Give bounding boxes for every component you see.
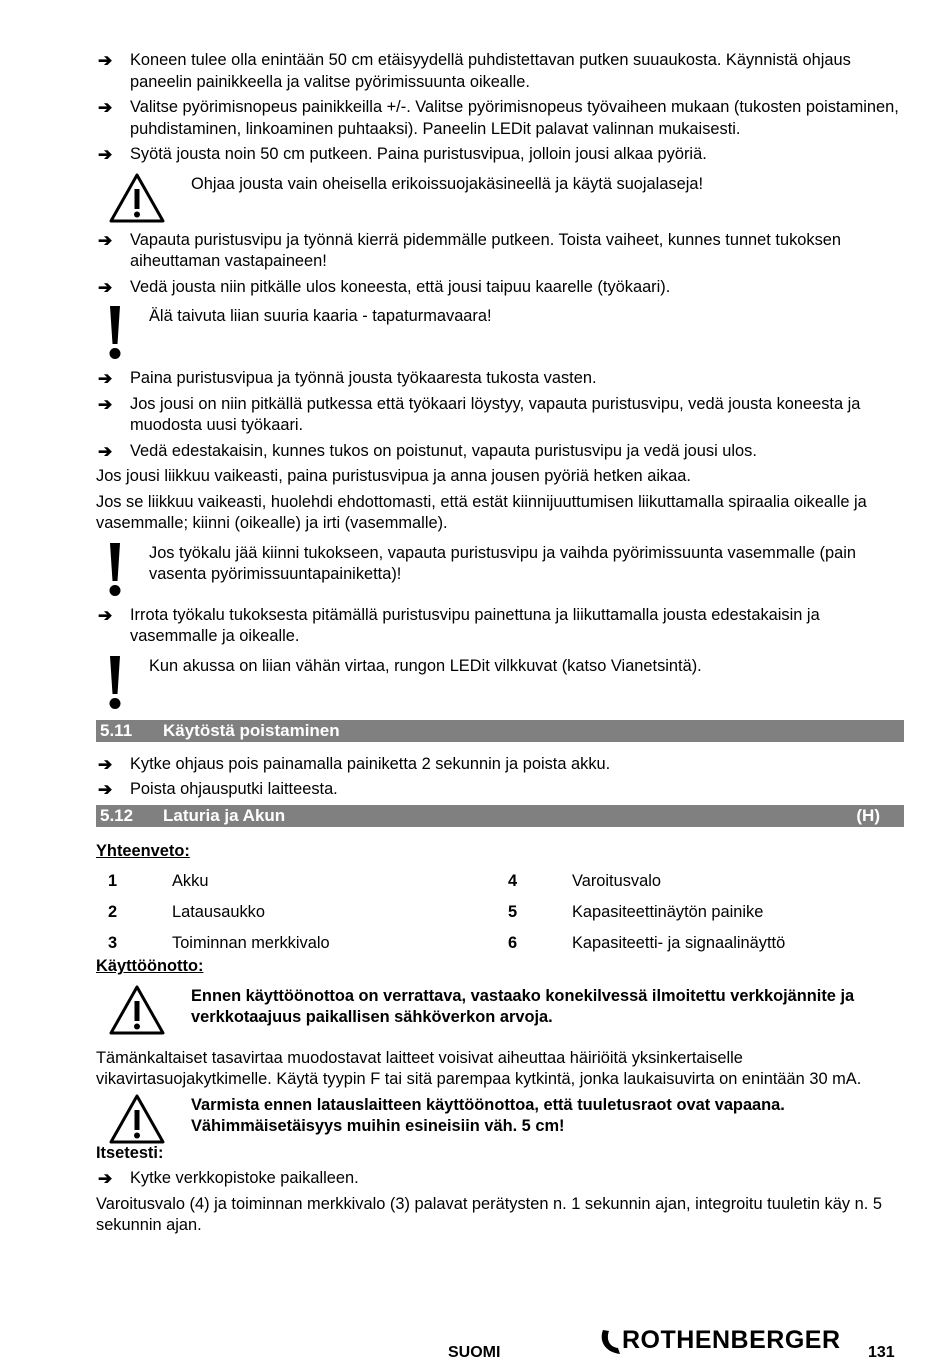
warning-text: Varmista ennen latauslaitteen käyttöönottoa, että tuuletusraot ovat vapaana. Vähimmäisetäisyys muihin esineisiin väh. 5 cm! (191, 1095, 785, 1135)
paragraph: Tämänkaltaiset tasavirtaa muodostavat laitteet voisivat aiheuttaa häiriöitä yksinkertaiselle vikavirtasuojakytkimelle. Käytä tyypin F tai sitä parempaa kytkintä, jonka laukaisuvirta on enintään 30 mA. (96, 1048, 862, 1088)
warning-triangle-icon (108, 984, 166, 1036)
legend-label: Kapasiteetti- ja signaalinäyttö (572, 934, 786, 952)
caution-block (96, 306, 904, 362)
warning-text: Ennen käyttöönottoa on verrattava, vastaako konekilvessä ilmoitettu verkkojännite ja verkkotaajuus paikallisen sähköverkon arvoja. (191, 986, 855, 1026)
page-content (96, 50, 904, 1241)
warning-block (96, 986, 904, 1042)
warning-triangle-icon (108, 1093, 166, 1145)
step-item: ➔ Poista ohjausputki laitteesta. (98, 780, 338, 799)
section-figure-ref: (H) (856, 805, 880, 825)
arrow-right-icon: ➔ (98, 780, 113, 799)
caution-text: Kun akussa on liian vähän virtaa, rungon LEDit vilkkuvat (katso Vianetsintä). (149, 656, 702, 675)
page-number: 131 (868, 1344, 895, 1361)
arrow-right-icon: ➔ (98, 51, 113, 70)
paragraph: Jos se liikkuu vaikeasti, huolehdi ehdottomasti, että estät kiinnijuuttumisen liikuttamalla spiraalia oikealle ja vasemmalle; kiinni (oikealle) ja irti (vasemmalle). (96, 492, 867, 532)
legend-label: Toiminnan merkkivalo (172, 934, 330, 952)
arrow-right-icon: ➔ (98, 369, 113, 388)
legend-number: 5 (508, 903, 518, 921)
arrow-right-icon: ➔ (98, 145, 113, 164)
step-item: ➔ Kytke verkkopistoke paikalleen. (98, 1169, 359, 1188)
warning-block (96, 174, 904, 224)
legend-number: 6 (508, 934, 518, 952)
section-number: 5.12 (100, 805, 134, 825)
step-item: ➔ Valitse pyörimisnopeus painikkeilla +/-. Valitse pyörimisnopeus työvaiheen mukaan (tukosten poistaminen, puhdistaminen, linkoaminen puhtaaksi). Paneelin LEDit palavat valinnan mukaisesti. (98, 98, 899, 138)
paragraph: Varoitusvalo (4) ja toiminnan merkkivalo (3) palavat perätysten n. 1 sekunnin ajan, integroitu tuuletin käy n. 5 sekunnin ajan. (96, 1194, 882, 1234)
section-title: Käytöstä poistaminen (163, 720, 340, 740)
exclamation-icon (108, 306, 122, 360)
section-heading-5-11 (96, 720, 904, 742)
legend-number: 4 (508, 872, 518, 890)
warning-text: Ohjaa jousta vain oheisella erikoissuojakäsineellä ja käytä suojalaseja! (191, 174, 704, 193)
step-item: ➔ Vedä edestakaisin, kunnes tukos on poistunut, vapauta puristusvipu ja vedä jousi ulos. (98, 441, 757, 461)
legend-label: Kapasiteettinäytön painike (572, 903, 764, 921)
caution-block (96, 656, 904, 712)
arrow-right-icon: ➔ (98, 277, 113, 297)
warning-triangle-icon (108, 172, 166, 224)
arrow-right-icon: ➔ (98, 98, 113, 117)
legend-number: 2 (108, 903, 118, 921)
step-item: ➔ Koneen tulee olla enintään 50 cm etäisyydellä puhdistettavan putken suuaukosta. Käynnistä ohjaus paneelin painikkeella ja valitse pyörimissuunta oikealle. (98, 51, 851, 91)
step-item: ➔ Kytke ohjaus pois painamalla painiketta 2 sekunnin ja poista akku. (98, 754, 611, 774)
exclamation-icon (108, 543, 122, 597)
arrow-right-icon: ➔ (98, 1169, 113, 1188)
legend-label: Varoitusvalo (572, 872, 661, 890)
selftest-heading: Itsetesti: (96, 1143, 164, 1162)
section-title: Laturia ja Akun (163, 805, 286, 825)
brand-name: ROTHENBERGER (622, 1326, 841, 1354)
caution-text: Jos työkalu jää kiinni tukokseen, vapauta puristusvipu ja vaihda pyörimissuunta vasemmalle (pain vasenta pyörimissuuntapainiketta)! (149, 543, 856, 583)
step-item: ➔ Irrota työkalu tukoksesta pitämällä puristusvipu painettuna ja liikuttamalla jousta edestakaisin ja vasemmalle ja oikealle. (98, 605, 820, 645)
caution-text: Älä taivuta liian suuria kaaria - tapaturmavaara! (149, 307, 492, 325)
exclamation-icon (108, 656, 122, 710)
page-footer (0, 1326, 950, 1361)
legend-table (108, 870, 904, 954)
arrow-right-icon: ➔ (98, 441, 113, 461)
step-item: ➔ Jos jousi on niin pitkällä putkessa että työkaari löystyy, vapauta puristusvipu, vedä jousta koneesta ja muodosta uusi työkaari. (98, 394, 861, 434)
brand-logo (598, 1326, 850, 1358)
legend-label: Latausaukko (172, 903, 265, 921)
step-item: ➔ Syötä jousta noin 50 cm putkeen. Paina puristusvipua, jolloin jousi alkaa pyöriä. (98, 145, 707, 164)
footer-language: SUOMI (448, 1344, 501, 1361)
section-heading-5-12 (96, 805, 904, 827)
paragraph: Jos jousi liikkuu vaikeasti, paina puristusvipua ja anna jousen pyöriä hetken aikaa. (96, 467, 691, 485)
step-item: ➔ Vedä jousta niin pitkälle ulos koneesta, että jousi taipuu kaarelle (työkaari). (98, 277, 671, 297)
caution-block (96, 543, 904, 599)
startup-heading: Käyttöönotto: (96, 957, 204, 975)
arrow-right-icon: ➔ (98, 230, 113, 250)
section-number: 5.11 (100, 720, 133, 740)
arrow-right-icon: ➔ (98, 394, 113, 414)
arrow-right-icon: ➔ (98, 605, 113, 625)
legend-label: Akku (172, 872, 209, 890)
warning-block (96, 1095, 904, 1139)
legend-number: 1 (108, 872, 118, 890)
summary-heading: Yhteenveto: (96, 841, 190, 860)
arrow-right-icon: ➔ (98, 754, 113, 774)
step-item: ➔ Paina puristusvipua ja työnnä jousta työkaaresta tukosta vasten. (98, 369, 597, 388)
legend-number: 3 (108, 934, 118, 952)
step-item: ➔ Vapauta puristusvipu ja työnnä kierrä pidemmälle putkeen. Toista vaiheet, kunnes tunnet tukoksen aiheuttaman vastapaineen! (98, 230, 841, 270)
